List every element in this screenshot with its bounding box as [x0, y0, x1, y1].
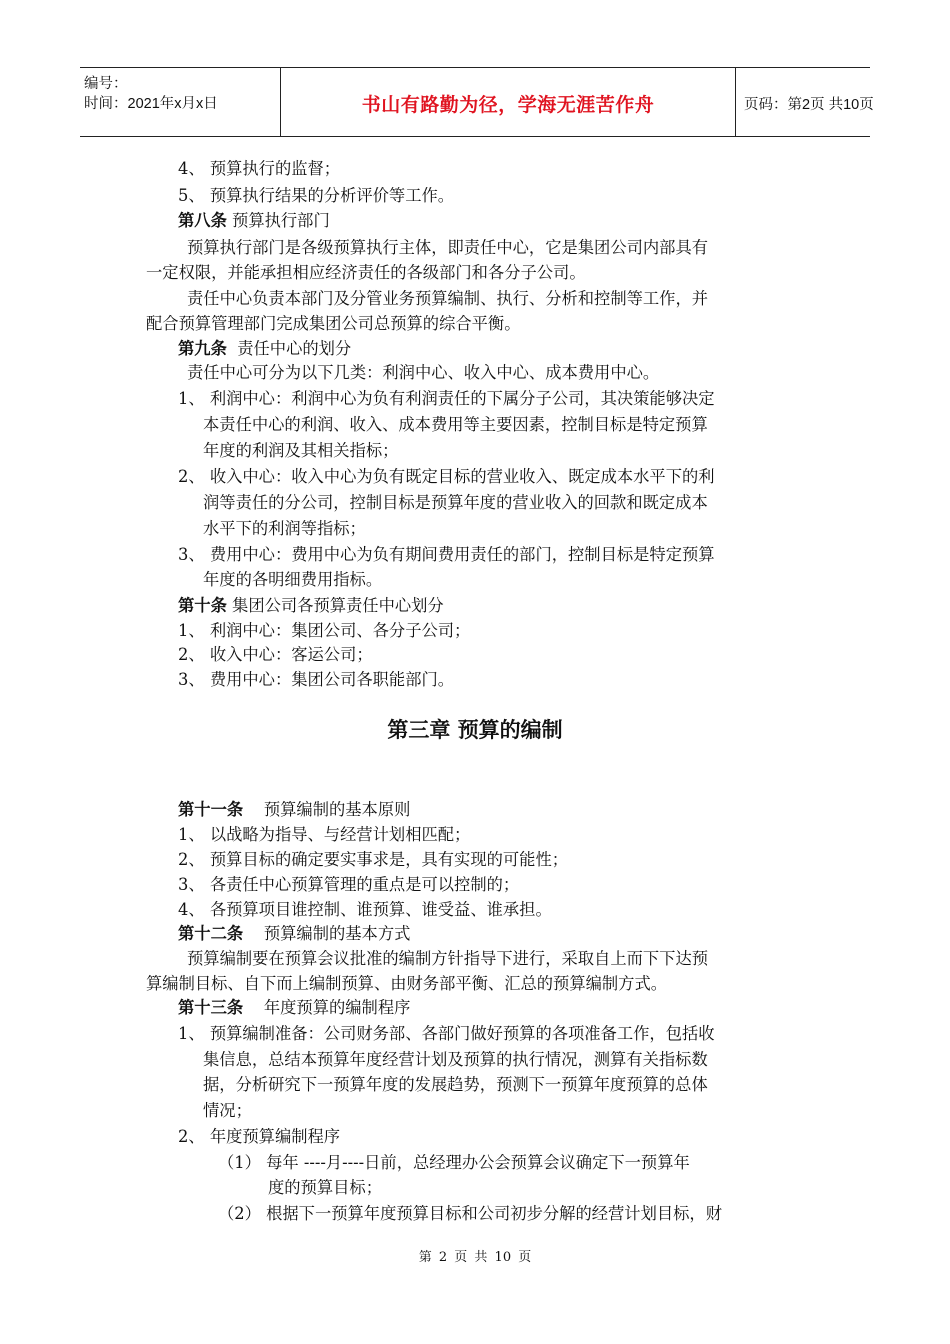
article-number: 第十一条 — [178, 800, 244, 819]
list-item-continuation: 据，分析研究下一预算年度的发展趋势，预测下一预算年度预算的总体 — [203, 1075, 708, 1094]
list-item: 1、 利润中心：利润中心为负有利润责任的下属分子公司，其决策能够决定 — [178, 389, 715, 408]
list-item: 5、 预算执行结果的分析评价等工作。 — [178, 186, 455, 205]
article-number: 第十二条 — [178, 924, 244, 943]
article-number: 第八条 — [178, 211, 227, 230]
article-title: 预算编制的基本原则 — [263, 800, 411, 819]
chapter-title: 第三章 预算的编制 — [387, 718, 563, 742]
header-motto-cell — [280, 68, 736, 136]
list-item: 1、 利润中心：集团公司、各分子公司； — [178, 621, 471, 640]
list-item: 4、 各预算项目谁控制、谁预算、谁受益、谁承担。 — [178, 900, 552, 919]
paragraph-line: 算编制目标、自下而上编制预算、由财务部平衡、汇总的预算编制方式。 — [146, 974, 668, 993]
document-header — [80, 67, 874, 137]
paragraph-line: 责任中心负责本部门及分管业务预算编制、执行、分析和控制等工作，并 — [187, 289, 709, 308]
list-item: 2、 年度预算编制程序 — [178, 1127, 341, 1146]
article-heading — [178, 997, 410, 1019]
paragraph-line: 配合预算管理部门完成集团公司总预算的综合平衡。 — [146, 314, 521, 333]
list-item-continuation: 水平下的利润等指标； — [203, 519, 366, 538]
list-item-continuation: 情况； — [203, 1101, 252, 1120]
article-heading — [178, 338, 351, 360]
article-title: 年度预算的编制程序 — [263, 998, 411, 1017]
list-item: 3、 各责任中心预算管理的重点是可以控制的； — [178, 875, 520, 894]
article-title: 责任中心的划分 — [237, 339, 352, 358]
article-title: 预算执行部门 — [232, 211, 330, 230]
date-label: 时间：2021年x月x日 — [84, 96, 218, 112]
article-heading — [178, 595, 444, 617]
list-item-continuation: 年度的利润及其相关指标； — [203, 441, 399, 460]
article-heading — [178, 210, 330, 232]
list-item: 4、 预算执行的监督； — [178, 159, 341, 178]
article-heading — [178, 923, 410, 945]
list-item: 1、 以战略为指导、与经营计划相匹配； — [178, 825, 471, 844]
sub-list-item-continuation: 度的预算目标； — [268, 1178, 382, 1197]
header-right-cell — [736, 68, 874, 136]
sub-list-item: （2） 根据下一预算年度预算目标和公司初步分解的经营计划目标，财 — [218, 1204, 722, 1223]
list-item-continuation: 本责任中心的利润、收入、成本费用等主要因素，控制目标是特定预算 — [203, 415, 708, 434]
list-item: 3、 费用中心：集团公司各职能部门。 — [178, 670, 455, 689]
list-item: 1、 预算编制准备：公司财务部、各部门做好预算的各项准备工作，包括收 — [178, 1024, 715, 1043]
article-number: 第十条 — [178, 596, 227, 615]
list-item-continuation: 润等责任的分公司，控制目标是预算年度的营业收入的回款和既定成本 — [203, 493, 708, 512]
list-item-continuation: 年度的各明细费用指标。 — [203, 570, 383, 589]
article-title: 预算编制的基本方式 — [263, 924, 411, 943]
header-left-cell — [80, 68, 280, 136]
paragraph-line: 一定权限，并能承担相应经济责任的各级部门和各分子公司。 — [146, 263, 586, 282]
article-number: 第十三条 — [178, 998, 244, 1017]
article-number: 第九条 — [178, 339, 227, 358]
article-title: 集团公司各预算责任中心划分 — [232, 596, 444, 615]
page-info: 页码：第2页 共10页 — [744, 97, 874, 113]
list-item: 2、 收入中心：客运公司； — [178, 645, 373, 664]
page-footer: 第 2 页 共 10 页 — [418, 1250, 532, 1265]
sub-list-item: （1） 每年 ----月----日前，总经理办公会预算会议确定下一预算年 — [218, 1153, 690, 1172]
article-heading — [178, 799, 410, 821]
serial-label: 编号： — [84, 76, 128, 92]
paragraph-line: 预算执行部门是各级预算执行主体，即责任中心，它是集团公司内部具有 — [187, 238, 709, 257]
list-item-continuation: 集信息，总结本预算年度经营计划及预算的执行情况，测算有关指标数 — [203, 1050, 708, 1069]
list-item: 2、 收入中心：收入中心为负有既定目标的营业收入、既定成本水平下的利 — [178, 467, 715, 486]
motto: 书山有路勤为径，学海无涯苦作舟 — [361, 94, 655, 116]
paragraph-line: 责任中心可分为以下几类：利润中心、收入中心、成本费用中心。 — [187, 363, 660, 382]
list-item: 3、 费用中心：费用中心为负有期间费用责任的部门，控制目标是特定预算 — [178, 545, 715, 564]
list-item: 2、 预算目标的确定要实事求是，具有实现的可能性； — [178, 850, 569, 869]
paragraph-line: 预算编制要在预算会议批准的编制方针指导下进行，采取自上而下下达预 — [187, 949, 709, 968]
